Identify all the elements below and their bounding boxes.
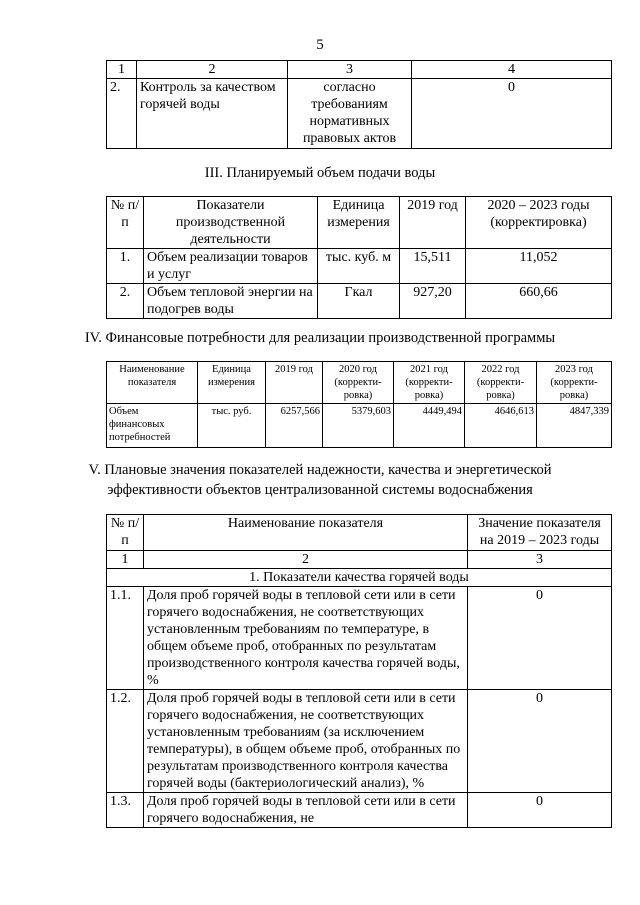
table-header-row: [107, 515, 612, 551]
row-2019: 927,20: [400, 284, 466, 319]
table-row: [107, 404, 612, 448]
row-number: 1.3.: [107, 793, 144, 828]
row-name: Объем реализации товаров и услуг: [144, 249, 318, 284]
row-2020-2023: 660,66: [466, 284, 612, 319]
row-value: 0: [468, 690, 612, 793]
table-row: [107, 793, 612, 828]
row-value-2020: 5379,603: [323, 404, 394, 448]
financial-needs-table: [106, 361, 612, 448]
header-name: Наименование показателя: [107, 362, 198, 404]
col-number: 1: [107, 61, 137, 79]
section-5-title-line2: эффективности объектов централизованной системы водоснабжения: [107, 482, 533, 498]
row-value: 0: [468, 587, 612, 690]
header-indicator: Показатели производственной деятельности: [144, 197, 318, 249]
table-row: [107, 79, 612, 149]
header-2020: 2020 год (корректи-ровка): [323, 362, 394, 404]
row-number: 2.: [107, 79, 137, 149]
row-value-2022: 4646,613: [465, 404, 537, 448]
row-name: Доля проб горячей воды в тепловой сети или в сети горячего водоснабжения, не соответствующих установленным требованиям по температуре, в общем объеме проб, отобранных по результатам производственного контроля качества горячей воды, %: [144, 587, 468, 690]
row-number: 1.2.: [107, 690, 144, 793]
table-row: [107, 690, 612, 793]
row-value: 0: [468, 793, 612, 828]
header-2019: 2019 год: [400, 197, 466, 249]
table-subheader-row: [107, 551, 612, 569]
row-2019: 15,511: [400, 249, 466, 284]
table-header-row: [107, 197, 612, 249]
row-name: Объем тепловой энергии на подогрев воды: [144, 284, 318, 319]
water-supply-table: [106, 196, 612, 319]
col-number: 3: [288, 61, 412, 79]
section-4-title: IV. Финансовые потребности для реализации производственной программы: [84, 330, 556, 346]
header-2023: 2023 год (корректи-ровка): [537, 362, 612, 404]
row-requirement: согласно требованиям нормативных правовых актов: [288, 79, 412, 149]
row-unit: Гкал: [318, 284, 400, 319]
group-title: 1. Показатели качества горячей воды: [107, 569, 612, 587]
continuation-table: [106, 60, 612, 149]
group-row: [107, 569, 612, 587]
header-indicator-value: Значение показателя на 2019 – 2023 годы: [468, 515, 612, 551]
col-number: 2: [137, 61, 288, 79]
row-unit: тыс. куб. м: [318, 249, 400, 284]
table-row: [107, 587, 612, 690]
row-name: Доля проб горячей воды в тепловой сети или в сети горячего водоснабжения, не: [144, 793, 468, 828]
table-row: [107, 249, 612, 284]
table-header-row: [107, 61, 612, 79]
row-name: Объем финансовых потребностей: [107, 404, 198, 448]
table-row: [107, 284, 612, 319]
header-num: № п/п: [107, 515, 144, 551]
header-unit: Единица измерения: [198, 362, 266, 404]
page-number: 5: [316, 37, 324, 53]
col-number: 1: [107, 551, 144, 569]
header-unit: Единица измерения: [318, 197, 400, 249]
indicators-table: [106, 514, 612, 828]
row-2020-2023: 11,052: [466, 249, 612, 284]
header-2022: 2022 год (корректи-ровка): [465, 362, 537, 404]
row-value-2019: 6257,566: [266, 404, 323, 448]
col-number: 4: [412, 61, 612, 79]
header-indicator-name: Наименование показателя: [144, 515, 468, 551]
row-value: 0: [412, 79, 612, 149]
row-value-2021: 4449,494: [394, 404, 465, 448]
col-number: 2: [144, 551, 468, 569]
row-name: Контроль за качеством горячей воды: [137, 79, 288, 149]
row-unit: тыс. руб.: [198, 404, 266, 448]
row-number: 2.: [107, 284, 144, 319]
row-value-2023: 4847,339: [537, 404, 612, 448]
header-num: № п/п: [107, 197, 144, 249]
table-header-row: [107, 362, 612, 404]
section-3-title: III. Планируемый объем подачи воды: [204, 165, 436, 181]
section-5-title-line1: V. Плановые значения показателей надежности, качества и энергетической: [88, 462, 552, 478]
header-2020-2023: 2020 – 2023 годы (корректировка): [466, 197, 612, 249]
row-number: 1.: [107, 249, 144, 284]
header-2021: 2021 год (корректи-ровка): [394, 362, 465, 404]
row-name: Доля проб горячей воды в тепловой сети или в сети горячего водоснабжения, не соответствующих установленным требованиям (за исключением температуры), в общем объеме проб, отобранных по результатам производственного контроля качества горячей воды (бактериологический анализ), %: [144, 690, 468, 793]
col-number: 3: [468, 551, 612, 569]
header-2019: 2019 год: [266, 362, 323, 404]
row-number: 1.1.: [107, 587, 144, 690]
